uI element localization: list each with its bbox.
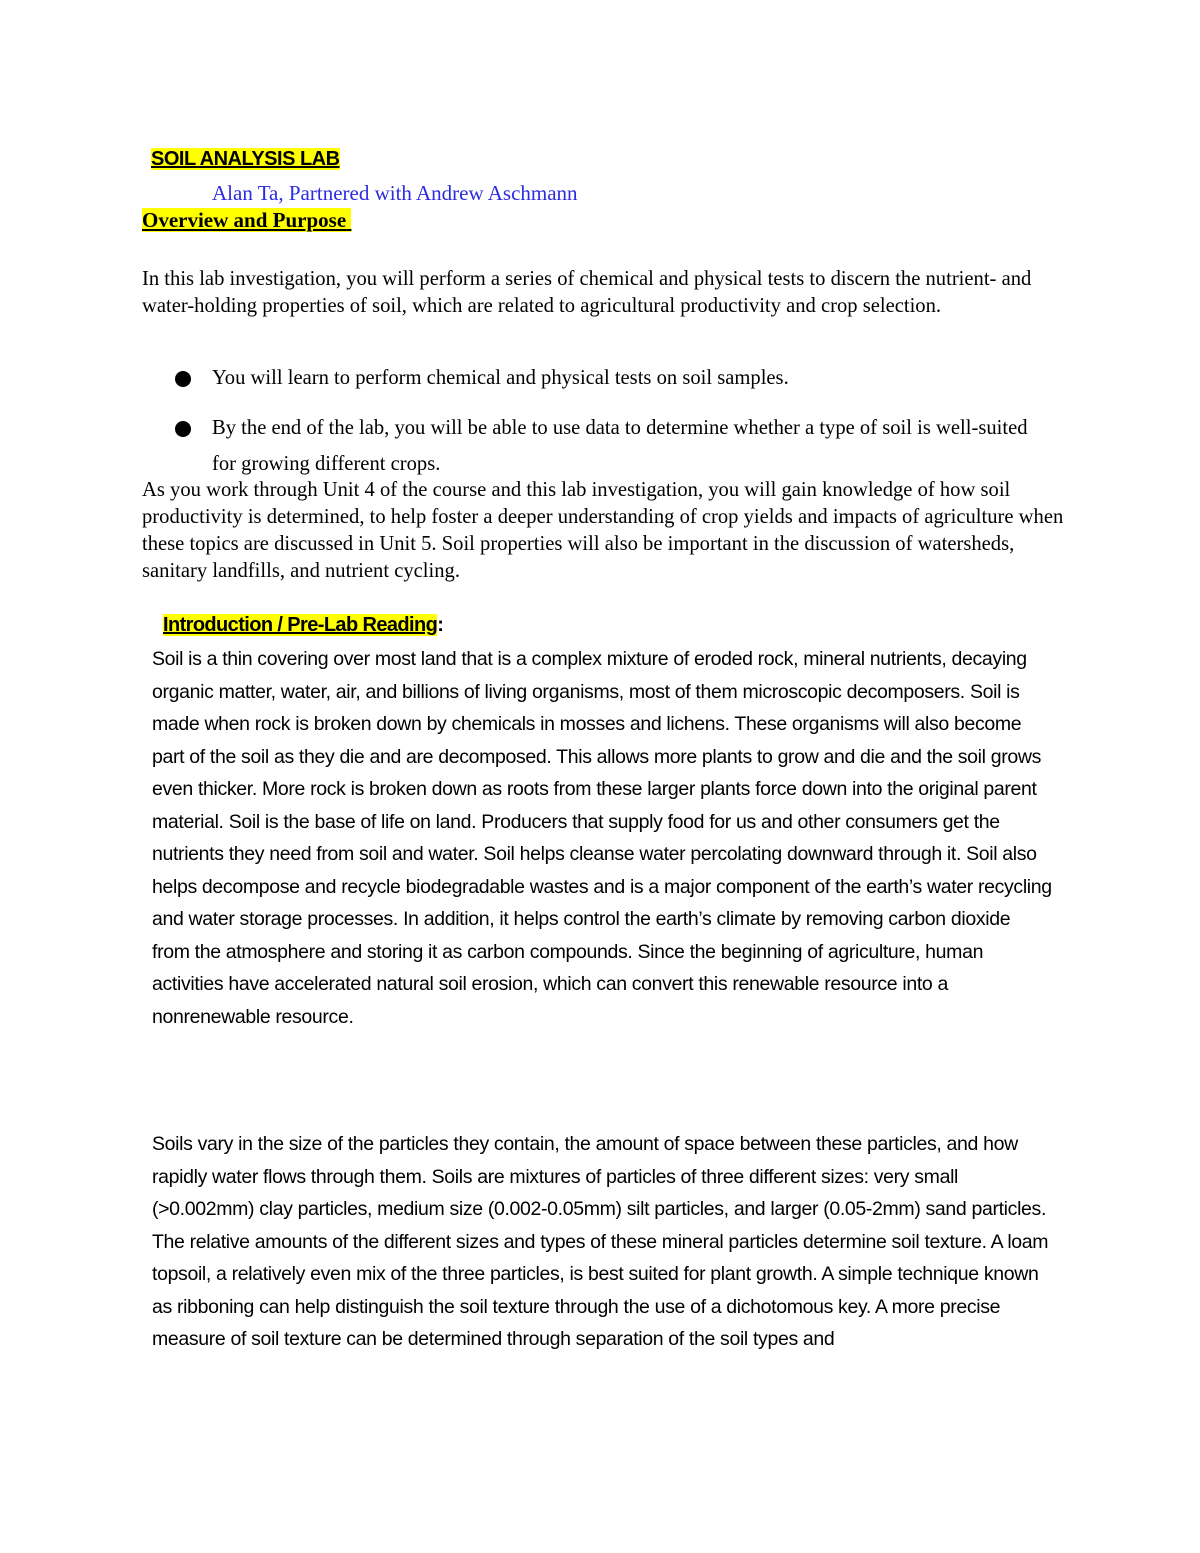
author-line: Alan Ta, Partnered with Andrew Aschmann: [212, 181, 578, 205]
unit-paragraph: As you work through Unit 4 of the course and this lab investigation, you will gain knowledge of how soil productivity is determined, to help foster a deeper understanding of crop yields and impacts of agriculture when these topics are discussed in Unit 5. Soil properties will also be important in the discussion of watersheds, sanitary landfills, and nutrient cycling.: [142, 479, 1064, 582]
intro-heading-text: Introduction / Pre-Lab Reading: [163, 614, 438, 636]
document-title-text: SOIL ANALYSIS LAB: [151, 148, 340, 170]
list-item-text: You will learn to perform chemical and physical tests on soil samples.: [212, 367, 789, 389]
bullet-icon: [175, 371, 191, 387]
list-item: [172, 410, 1052, 482]
intro-paragraph-1: Soil is a thin covering over most land that is a complex mixture of eroded rock, mineral nutrients, decaying organic matter, water, air, and billions of living organisms, most of them microscopic decomposers. Soil is made when rock is broken down by chemicals in mosses and lichens. These organisms will also become part of the soil as they die and are decomposed. This allows more plants to grow and die and the soil grows even thicker. More rock is broken down as roots from these larger plants force down into the original parent material. Soil is the base of life on land. Producers that supply food for us and other consumers get the nutrients they need from soil and water. Soil helps cleanse water percolating downward through it. Soil also helps decompose and recycle biodegradable wastes and is a major component of the earth’s water recycling and water storage processes. In addition, it helps control the earth’s climate by removing carbon dioxide from the atmosphere and storing it as carbon compounds. Since the beginning of agriculture, human activities have accelerated natural soil erosion, which can convert this renewable resource into a nonrenewable resource.: [152, 648, 1052, 1028]
document-title: [151, 146, 340, 172]
overview-heading-trailing-space: [346, 208, 351, 232]
intro-paragraph-2: Soils vary in the size of the particles they contain, the amount of space between these particles, and how rapidly water flows through them. Soils are mixtures of particles of three different sizes: very small (>0.002mm) clay particles, medium size (0.002-0.05mm) silt particles, and larger (0.05-2mm) sand particles. The relative amounts of the different sizes and types of these mineral particles determine soil texture. A loam topsoil, a relatively even mix of the three particles, is best suited for plant growth. A simple technique known as ribboning can help distinguish the soil texture through the use of a dichotomous key. A more precise measure of soil texture can be determined through separation of the soil types and: [152, 1133, 1049, 1350]
intro-heading-colon: :: [437, 614, 444, 636]
overview-heading-text: Overview and Purpose: [142, 208, 347, 232]
overview-heading: [142, 207, 351, 233]
list-item: [172, 360, 1052, 396]
objectives-list: [172, 360, 1052, 482]
intro-heading: [163, 612, 443, 638]
bullet-icon: [175, 421, 191, 437]
list-item-text: By the end of the lab, you will be able to use data to determine whether a type of soil is well-suited for growing different crops.: [212, 417, 1028, 475]
overview-paragraph: In this lab investigation, you will perform a series of chemical and physical tests to discern the nutrient- and water-holding properties of soil, which are related to agricultural productivity and crop selection.: [142, 268, 1032, 317]
